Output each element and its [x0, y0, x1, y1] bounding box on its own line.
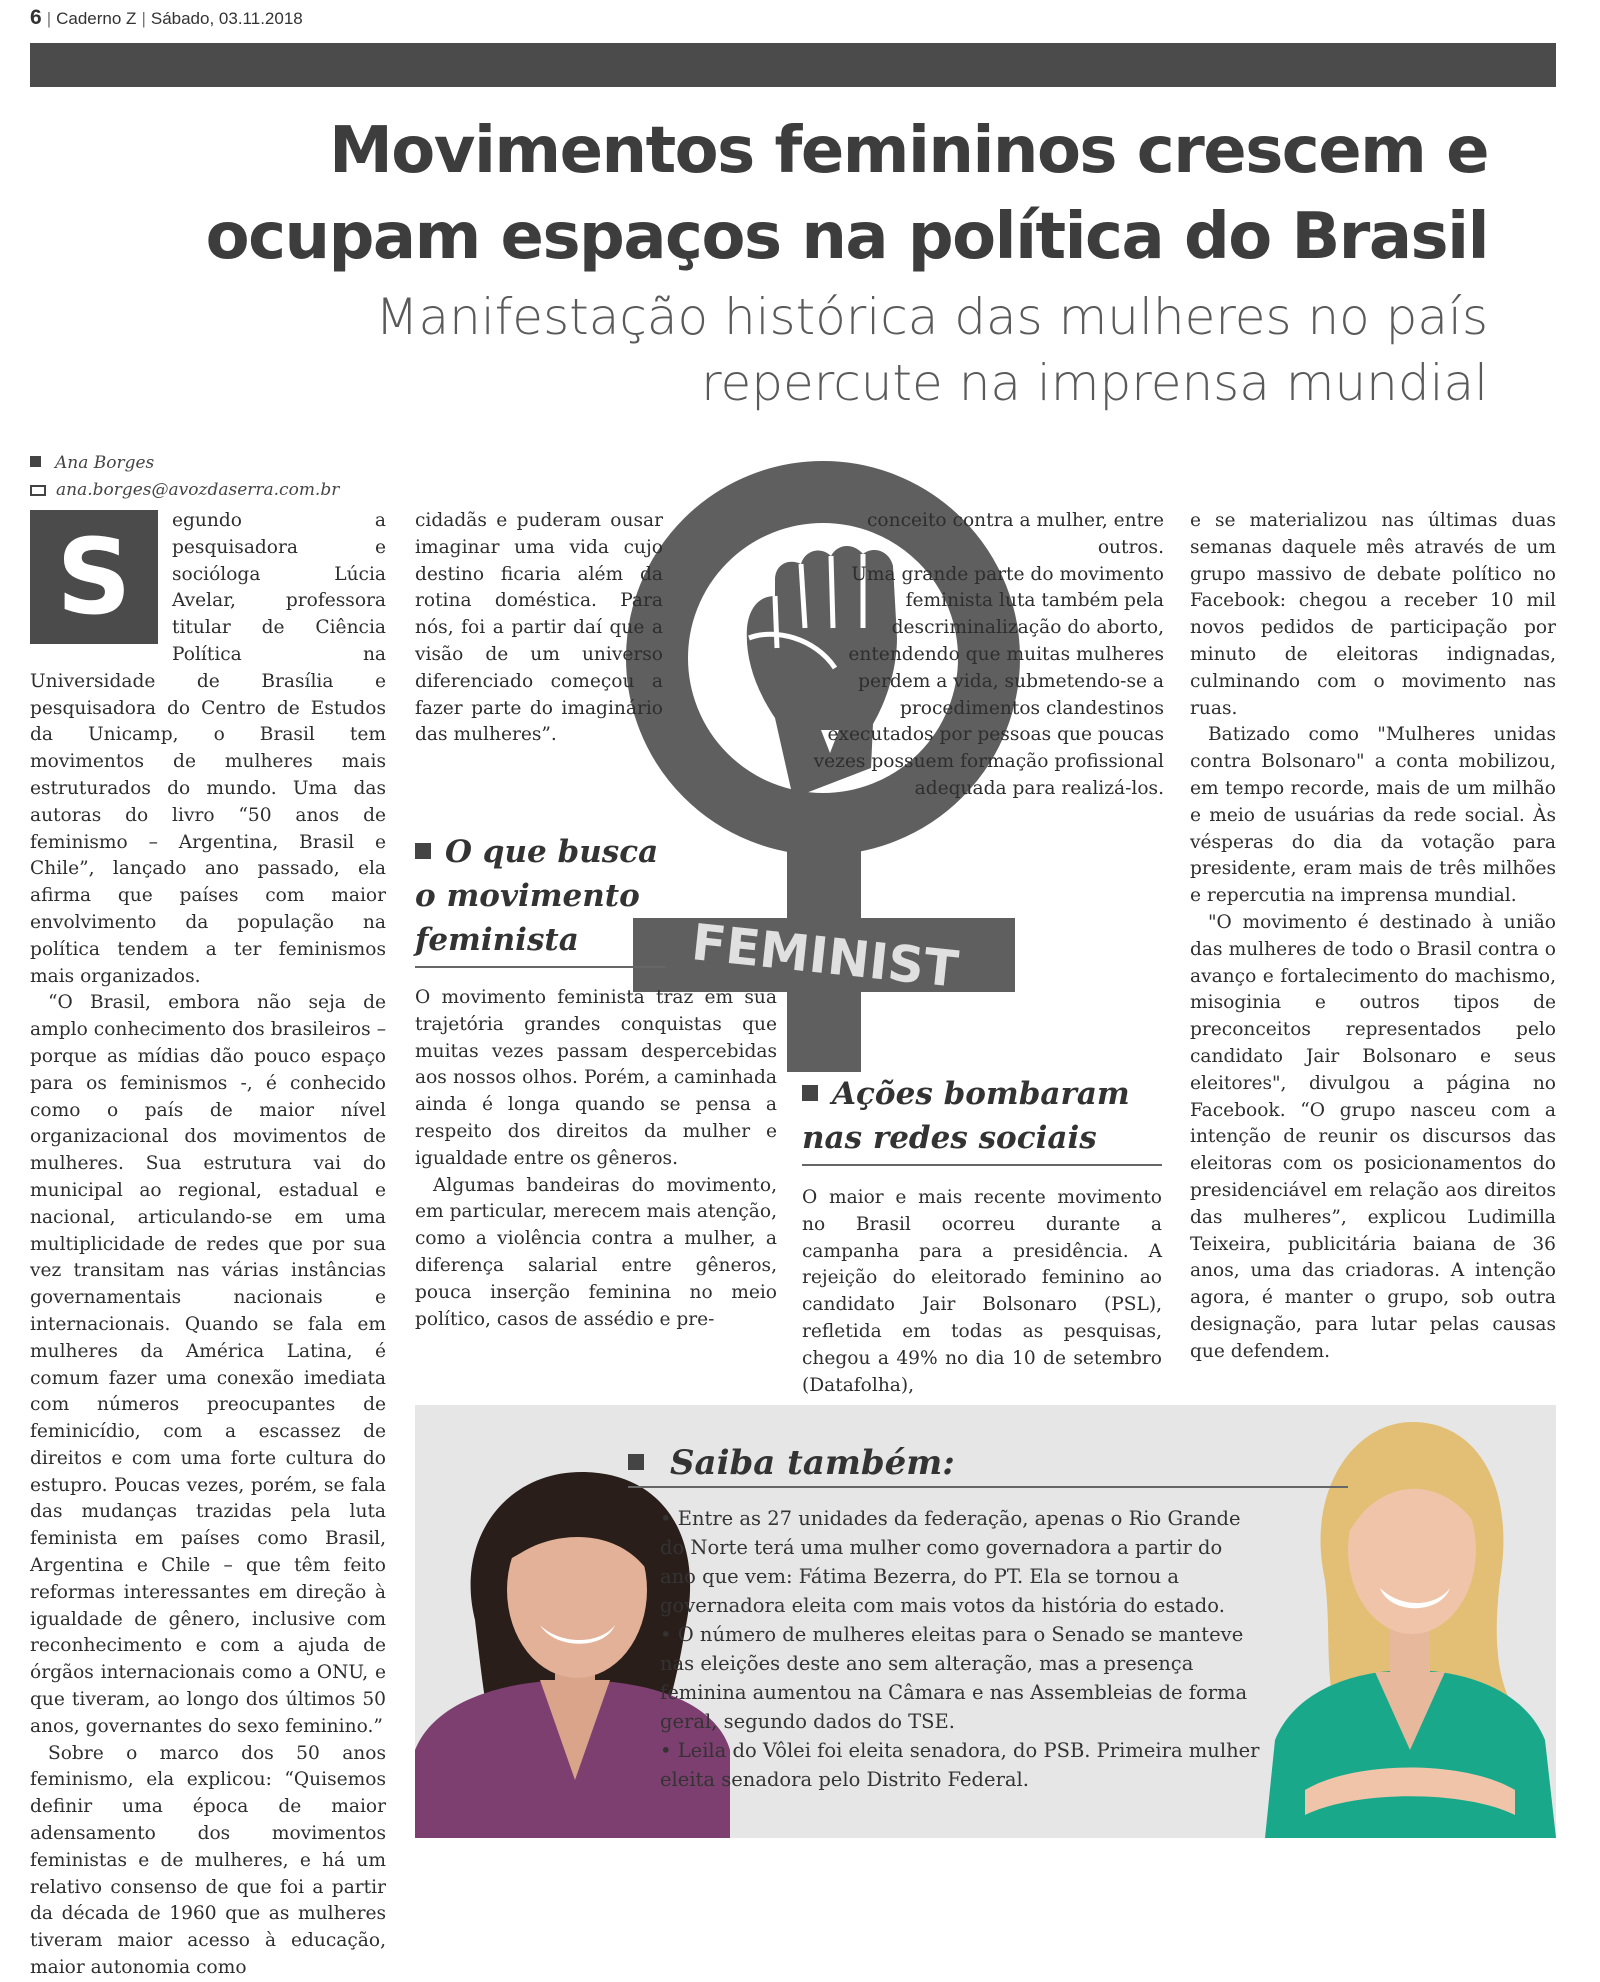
article-column-4	[1190, 508, 1556, 1368]
article-column-2-lower	[415, 985, 777, 1380]
list-item: • Entre as 27 unidades da federação, apenas o Rio Grande do Norte terá uma mulher como governadora a partir do ano que vem: Fátima Bezerra, do PT. Ela se tornou a governadora eleita com mais votos da história do estado.	[660, 1507, 1241, 1617]
top-bar	[30, 43, 1556, 87]
paragraph: Sobre o marco dos 50 anos feminismo, ela explicou: “Quisemos definir uma época de maior adensamento dos movimentos feministas e de mulheres, e há um relativo consenso de que foi a partir da década de 1960 que as mulheres tiveram maior acesso à educação, maior autonomia como	[30, 1742, 386, 1979]
paragraph: "O movimento é destinado à união das mulheres de todo o Brasil contra o avanço e fortalecimento do machismo, misoginia e outros tipos de preconceitos representados pelo candidato Jair Bolsonaro e seus eleitores", divulgou a página no Facebook. “O grupo nasceu com a intenção de reunir os discursos das eleitoras com os posicionamentos do presidenciável em relação aos direitos das mulheres”, explicou Ludimilla Teixeira, publicitária baiana de 36 anos, uma das criadoras. A intenção agora, é manter o grupo, sob outra designação, para lutar pelas causas que defendem.	[1190, 911, 1556, 1362]
headline: Movimentos femininos crescem e ocupam espaços na política do Brasil	[205, 114, 1488, 274]
paragraph: cidadãs e puderam ousar imaginar uma vida cujo destino ficaria além da rotina doméstica. Para nós, foi a partir daí que a visão de um universo diferenciado começou a fazer parte do imaginário das mulheres”.	[415, 510, 663, 746]
drop-cap: S	[30, 510, 158, 644]
article-column-3-lower	[802, 1185, 1162, 1396]
article-column-3	[795, 508, 1164, 1038]
article-column-2	[415, 508, 663, 808]
square-bullet-icon	[30, 456, 41, 467]
feminist-label: FEMINIST	[688, 913, 961, 999]
box-list	[660, 1504, 1260, 1794]
section-subtitle: O que busca o movimento feminista	[415, 830, 665, 968]
paragraph: Batizado como "Mulheres unidas contra Bolsonaro" a conta mobilizou, em tempo recorde, mais de um milhão e meio de usuárias da rede social. Às vésperas do dia da votação para presidente, eram mais de três milhões e repercutia na imprensa mundial.	[1190, 724, 1556, 907]
byline	[30, 450, 339, 504]
author-email[interactable]: ana.borges@avozdaserra.com.br	[56, 480, 340, 500]
author-name: Ana Borges	[55, 453, 155, 473]
paragraph: Algumas bandeiras do movimento, em particular, merecem mais atenção, como a violência contra a mulher, a diferença salarial entre gêneros, pouca inserção feminina no meio político, casos de assédio e pre-	[415, 1174, 777, 1330]
paragraph: e se materializou nas últimas duas semanas daquele mês através de um grupo massivo de debate político no Facebook: chegou a receber 10 mil novos pedidos de participação por minuto de eleitoras indignadas, culminando com o movimento nas ruas.	[1190, 510, 1556, 719]
square-bullet-icon	[415, 843, 431, 859]
paragraph: egundo a pesquisadora e socióloga Lúcia Avelar, professora titular de Ciência Política na Universidade de Brasília e pesquisadora do Centro de Estudos da Unicamp, o Brasil tem movimentos de mulheres mais estruturados do mundo. Uma das autoras do livro “50 anos de feminismo – Argentina, Brasil e Chile”, lançado ano passado, ela afirma que países com maior envolvimento da população na política tendem a ter feminismos mais organizados.	[30, 510, 386, 987]
paragraph: “O Brasil, embora não seja de amplo conhecimento dos brasileiros – porque as mídias dão pouco espaço para os feminismos -, é conhecido como o país de maior nível organizacional dos movimentos de mulheres. Sua estrutura vai do municipal ao regional, estadual e nacional, articulando-se em uma multiplicidade de redes que por sua vez transitam nas várias instâncias governamentais nacionais e internacionais. Quando se fala em mulheres da América Latina, é comum fazer uma conexão imediata com números preocupantes de feminicídio, com a escassez de direitos e com uma forte cultura do estupro. Poucas vezes, porém, se fala das mudanças trazidas pela luta feminista em países como Brasil, Argentina e Chile – que têm feito reformas interessantes em direção à igualdade de gênero, inclusive com reconhecimento e com a ajuda de órgãos internacionais como a ONU, e que tiveram, ao longo dos últimos 50 anos, governantes do sexo feminino.”	[30, 992, 386, 1737]
page-header: 6 | Caderno Z | Sábado, 03.11.2018	[30, 6, 303, 29]
square-bullet-icon	[802, 1085, 818, 1101]
section-name: Caderno Z	[56, 9, 137, 28]
paragraph: O movimento feminista traz em sua trajetória grandes conquistas que muitas vezes passam despercebidas aos nossos olhos. Porém, a caminhada ainda é longa quando se pensa a respeito dos direitos da mulher e igualdade entre os gêneros.	[415, 987, 777, 1169]
subheadline: Manifestação histórica das mulheres no país repercute na imprensa mundial	[375, 288, 1488, 412]
issue-date: Sábado, 03.11.2018	[150, 9, 303, 28]
box-title: Saiba também:	[628, 1440, 1348, 1488]
list-item: • Leila do Vôlei foi eleita senadora, do PSB. Primeira mulher eleita senadora pelo Distrito Federal.	[660, 1739, 1260, 1791]
paragraph: conceito contra a mulher, entre outros.	[867, 510, 1164, 558]
paragraph: Uma grande parte do movimento feminista luta também pela descriminalização do aborto, entendendo que muitas mulheres perdem a vida, submetendo-se a procedimentos clandestinos executados por pessoas que poucas vezes possuem formação profissional adequada para realizá-los.	[813, 563, 1164, 799]
list-item: • O número de mulheres eleitas para o Senado se manteve nas eleições deste ano sem alteração, mas a presença feminina aumentou na Câmara e nas Assembleias de forma geral, segundo dados do TSE.	[660, 1623, 1248, 1733]
page-number: 6	[30, 6, 42, 29]
article-column-1	[30, 508, 386, 1979]
paragraph: O maior e mais recente movimento no Brasil ocorreu durante a campanha para a presidência. A rejeição do eleitorado feminino ao candidato Jair Bolsonaro (PSL), refletida em todas as pesquisas, chegou a 49% no dia 10 de setembro (Datafolha),	[802, 1187, 1162, 1396]
section-subtitle: Ações bombaram nas redes sociais	[802, 1072, 1162, 1166]
envelope-icon	[30, 485, 46, 496]
square-bullet-icon	[628, 1454, 644, 1470]
